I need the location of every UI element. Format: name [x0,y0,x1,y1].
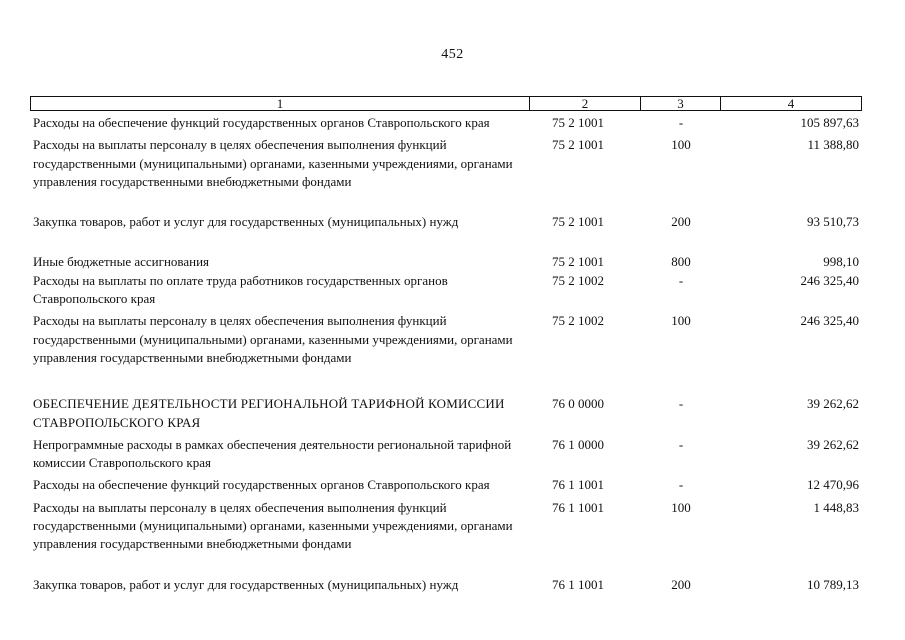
row-code: 75 2 1002 [552,313,604,329]
row-code: 76 1 1001 [552,499,604,515]
header-col-2: 2 [530,97,641,110]
row-amount: 10 789,13 [807,576,859,592]
table-row [33,272,863,309]
table-row [33,476,863,494]
row-amount: 998,10 [823,254,859,270]
table-row [33,136,863,191]
row-type: 200 [671,576,691,592]
header-col-1: 1 [31,97,530,110]
row-amount: 12 470,96 [807,477,859,493]
table-body [33,114,863,594]
table-row [33,213,863,231]
row-type: - [678,436,684,452]
row-name: Закупка товаров, работ и услуг для государственных (муниципальных) нужд [33,576,459,592]
row-name: Иные бюджетные ассигнования [33,254,210,270]
row-code: 76 1 0000 [552,436,604,452]
row-type: 100 [671,499,691,515]
row-amount: 39 262,62 [807,396,859,412]
header-col-3: 3 [641,97,721,110]
row-code: 75 2 1001 [552,214,604,230]
row-type: 800 [671,254,691,270]
table-row [33,499,863,554]
row-amount: 39 262,62 [807,436,859,452]
table-row [33,253,863,271]
table-header [30,96,862,111]
row-code: 76 0 0000 [552,396,604,412]
row-name: Закупка товаров, работ и услуг для государственных (муниципальных) нужд [33,214,459,230]
row-type: 200 [671,214,691,230]
row-name: Расходы на выплаты персоналу в целях обеспечения выполнения функций государственными (муниципальными) органами, казенными учреждениями, органами управления государственными внебюджетными фондами [33,137,513,189]
page-number: 452 [441,47,464,62]
row-amount: 93 510,73 [807,214,859,230]
header-col-4: 4 [787,96,795,111]
row-code: 76 1 1001 [552,576,604,592]
table-row-section [33,395,863,432]
row-amount: 1 448,83 [813,499,859,515]
table-row [33,312,863,367]
row-name: Расходы на обеспечение функций государственных органов Ставропольского края [33,115,490,130]
row-name: Непрограммные расходы в рамках обеспечения деятельности региональной тарифной комиссии Ставропольского края [33,436,512,471]
row-name: Расходы на обеспечение функций государственных органов Ставропольского края [33,477,490,493]
row-code: 76 1 1001 [552,477,604,493]
row-amount: 246 325,40 [800,313,859,329]
row-amount: 11 388,80 [807,137,859,153]
row-name: Расходы на выплаты персоналу в целях обеспечения выполнения функций государственными (муниципальными) органами, казенными учреждениями, органами управления государственными внебюджетными фондами [33,313,513,365]
row-type: 100 [671,313,691,329]
table-row [33,114,863,132]
row-amount: 105 897,63 [800,115,859,130]
row-type: - [678,396,684,412]
row-code: 75 2 1001 [552,137,604,153]
row-type: - [678,272,684,288]
row-type: 100 [671,137,691,153]
row-name: Расходы на выплаты персоналу в целях обеспечения выполнения функций государственными (муниципальными) органами, казенными учреждениями, органами управления государственными внебюджетными фондами [33,499,513,552]
row-type: - [678,115,684,130]
row-code: 75 2 1002 [552,272,604,288]
row-code: 75 2 1001 [552,115,604,130]
table-row [33,576,863,594]
row-type: - [678,477,684,493]
row-code: 75 2 1001 [552,254,604,270]
row-amount: 246 325,40 [800,272,859,288]
table-row [33,436,863,473]
section-title: ОБЕСПЕЧЕНИЕ ДЕЯТЕЛЬНОСТИ РЕГИОНАЛЬНОЙ ТАРИФНОЙ КОМИССИИ СТАВРОПОЛЬСКОГО КРАЯ [33,396,505,430]
row-name: Расходы на выплаты по оплате труда работников государственных органов Ставропольского края [33,272,448,307]
